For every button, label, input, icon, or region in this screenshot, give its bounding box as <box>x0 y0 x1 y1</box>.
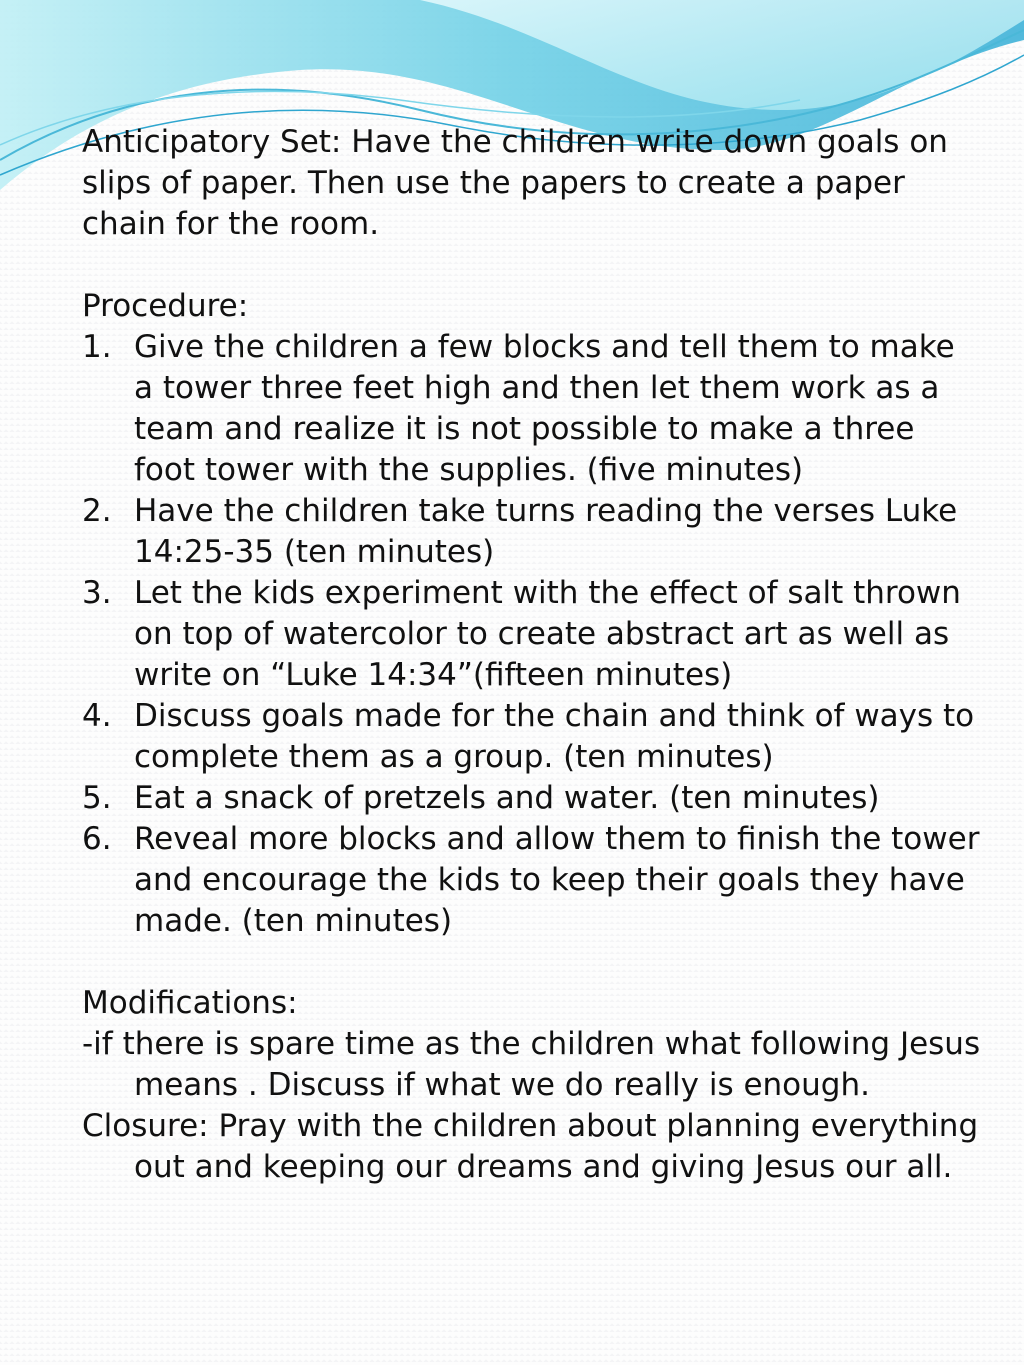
list-item <box>82 696 982 778</box>
lesson-plan-text <box>82 122 982 1188</box>
item-number: 2. <box>82 493 112 529</box>
list-item <box>82 327 982 491</box>
item-text: Let the kids experiment with the effect of salt thrown on top of watercolor to create abstract art as well as write on “Luke 14:34”(fifteen minutes) <box>134 575 961 693</box>
procedure-list <box>82 327 982 942</box>
closure-text: Closure: Pray with the children about planning everything out and keeping our dreams and giving Jesus our all. <box>82 1108 979 1185</box>
item-number: 3. <box>82 575 112 611</box>
item-number: 1. <box>82 329 112 365</box>
modifications-heading: Modifications: <box>82 985 298 1021</box>
spacer <box>82 942 982 983</box>
item-text: Give the children a few blocks and tell them to make a tower three feet high and then let them work as a team and realize it is not possible to make a three foot tower with the supplies. (five minutes) <box>134 329 955 488</box>
spacer <box>82 245 982 286</box>
list-item <box>82 819 982 942</box>
anticipatory-set: Anticipatory Set: Have the children write down goals on slips of paper. Then use the papers to create a paper chain for the room. <box>82 124 948 242</box>
list-item <box>82 491 982 573</box>
procedure-heading: Procedure: <box>82 288 249 324</box>
modifications-text: -if there is spare time as the children what following Jesus means . Discuss if what we do really is enough. <box>82 1026 981 1103</box>
item-number: 4. <box>82 698 112 734</box>
item-text: Have the children take turns reading the verses Luke 14:25-35 (ten minutes) <box>134 493 958 570</box>
item-text: Discuss goals made for the chain and think of ways to complete them as a group. (ten minutes) <box>134 698 975 775</box>
item-number: 6. <box>82 821 112 857</box>
item-text: Eat a snack of pretzels and water. (ten minutes) <box>134 780 880 816</box>
list-item <box>82 573 982 696</box>
list-item <box>82 778 982 819</box>
item-text: Reveal more blocks and allow them to finish the tower and encourage the kids to keep their goals they have made. (ten minutes) <box>134 821 980 939</box>
item-number: 5. <box>82 780 112 816</box>
